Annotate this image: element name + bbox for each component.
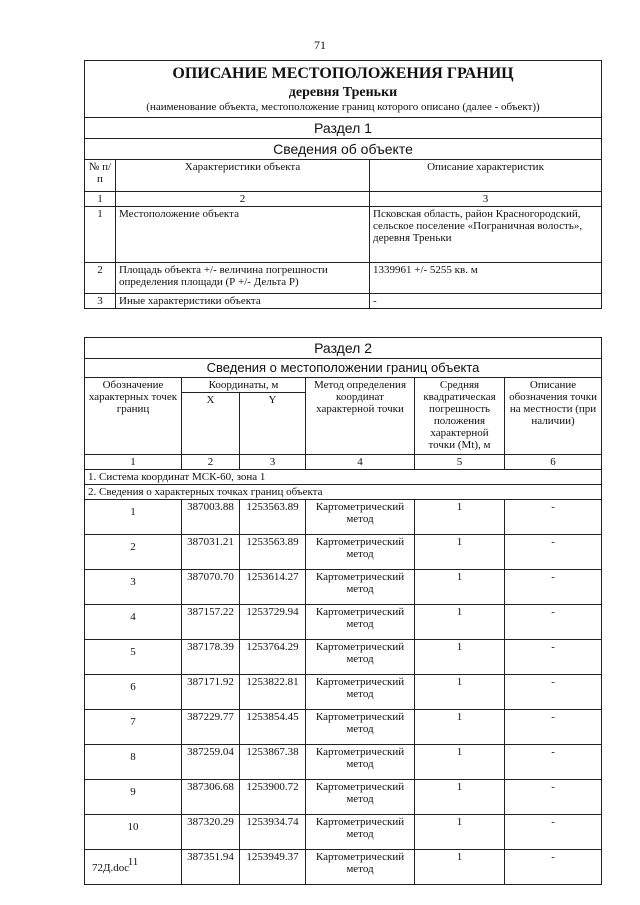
footer-filename: 72Д.doc <box>92 862 130 874</box>
point-y: 1253764.29 <box>240 640 306 675</box>
point-method: Картометрический метод <box>306 500 415 535</box>
section2-title: Сведения о местоположении границ объекта <box>85 359 602 378</box>
point-x: 387003.88 <box>182 500 240 535</box>
point-y: 1253614.27 <box>240 570 306 605</box>
point-mt: 1 <box>415 675 505 710</box>
point-y: 1253822.81 <box>240 675 306 710</box>
col-number-1: 1 <box>85 455 182 470</box>
col-number-3: 3 <box>370 192 602 207</box>
point-method: Картометрический метод <box>306 780 415 815</box>
col-number-1: 1 <box>85 192 116 207</box>
point-mt: 1 <box>415 815 505 850</box>
point-y: 1253949.37 <box>240 850 306 885</box>
table-row <box>85 605 602 640</box>
point-number: 5 <box>85 640 182 675</box>
table-row <box>85 815 602 850</box>
point-description: - <box>505 745 602 780</box>
point-mt: 1 <box>415 570 505 605</box>
point-number: 3 <box>85 570 182 605</box>
point-number: 6 <box>85 675 182 710</box>
point-number: 11 <box>85 850 182 885</box>
section1-sheet <box>84 60 601 309</box>
point-x: 387306.68 <box>182 780 240 815</box>
document-title: ОПИСАНИЕ МЕСТОПОЛОЖЕНИЯ ГРАНИЦ <box>172 65 514 82</box>
point-number: 1 <box>85 500 182 535</box>
point-method: Картометрический метод <box>306 535 415 570</box>
point-description: - <box>505 815 602 850</box>
table-row <box>85 294 602 309</box>
col-number-2: 2 <box>182 455 240 470</box>
row-characteristic: Иные характеристики объекта <box>116 294 370 309</box>
section1-title: Сведения об объекте <box>85 139 602 160</box>
point-y: 1253900.72 <box>240 780 306 815</box>
row-number: 3 <box>85 294 116 309</box>
section2-table <box>84 337 602 885</box>
row-description: 1339961 +/- 5255 кв. м <box>370 263 602 294</box>
points-body <box>85 500 602 885</box>
point-y: 1253934.74 <box>240 815 306 850</box>
col-header-mt: Средняя квадратическая погрешность положения характерной точки (Mt), м <box>415 378 505 455</box>
point-x: 387171.92 <box>182 675 240 710</box>
point-method: Картометрический метод <box>306 675 415 710</box>
section2-sheet <box>84 337 601 885</box>
row-number: 1 <box>85 207 116 263</box>
row-characteristic: Площадь объекта +/- величина погрешности определения площади (Р +/- Дельта Р) <box>116 263 370 294</box>
point-number: 8 <box>85 745 182 780</box>
row-description: - <box>370 294 602 309</box>
table-row <box>85 535 602 570</box>
table-row <box>85 570 602 605</box>
point-x: 387178.39 <box>182 640 240 675</box>
point-x: 387320.29 <box>182 815 240 850</box>
coordinate-system-row: 1. Система координат МСК-60, зона 1 <box>85 470 602 485</box>
point-method: Картометрический метод <box>306 850 415 885</box>
object-subtitle: (наименование объекта, местоположение границ которого описано (далее - объект)) <box>146 101 540 113</box>
point-x: 387070.70 <box>182 570 240 605</box>
point-method: Картометрический метод <box>306 640 415 675</box>
point-mt: 1 <box>415 780 505 815</box>
point-description: - <box>505 850 602 885</box>
point-mt: 1 <box>415 745 505 780</box>
col-number-2: 2 <box>116 192 370 207</box>
table-row <box>85 780 602 815</box>
point-mt: 1 <box>415 850 505 885</box>
col-header-characteristic: Характеристики объекта <box>116 160 370 192</box>
point-mt: 1 <box>415 710 505 745</box>
page-number: 71 <box>314 38 326 52</box>
point-mt: 1 <box>415 535 505 570</box>
col-number-4: 4 <box>306 455 415 470</box>
point-y: 1253729.94 <box>240 605 306 640</box>
table-row <box>85 850 602 885</box>
document-header <box>85 61 602 118</box>
col-header-number: № п/п <box>85 160 116 192</box>
point-number: 4 <box>85 605 182 640</box>
point-number: 9 <box>85 780 182 815</box>
table-row <box>85 710 602 745</box>
point-method: Картометрический метод <box>306 605 415 640</box>
col-header-coords: Координаты, м <box>182 378 306 393</box>
row-characteristic: Местоположение объекта <box>116 207 370 263</box>
point-y: 1253563.89 <box>240 500 306 535</box>
point-y: 1253563.89 <box>240 535 306 570</box>
point-description: - <box>505 605 602 640</box>
point-y: 1253867.38 <box>240 745 306 780</box>
points-heading-row: 2. Сведения о характерных точках границ объекта <box>85 485 602 500</box>
point-number: 2 <box>85 535 182 570</box>
point-method: Картометрический метод <box>306 570 415 605</box>
point-method: Картометрический метод <box>306 815 415 850</box>
point-method: Картометрический метод <box>306 710 415 745</box>
point-description: - <box>505 675 602 710</box>
col-header-point: Обозначение характерных точек границ <box>85 378 182 455</box>
point-mt: 1 <box>415 500 505 535</box>
point-description: - <box>505 570 602 605</box>
col-header-method: Метод определения координат характерной точки <box>306 378 415 455</box>
point-number: 10 <box>85 815 182 850</box>
table-row <box>85 263 602 294</box>
col-number-6: 6 <box>505 455 602 470</box>
col-header-y: Y <box>240 393 306 455</box>
row-number: 2 <box>85 263 116 294</box>
object-name: деревня Треньки <box>288 85 398 100</box>
point-method: Картометрический метод <box>306 745 415 780</box>
col-number-3: 3 <box>240 455 306 470</box>
point-x: 387351.94 <box>182 850 240 885</box>
point-description: - <box>505 780 602 815</box>
table-row <box>85 745 602 780</box>
point-description: - <box>505 640 602 675</box>
col-header-description: Описание характеристик <box>370 160 602 192</box>
table-row <box>85 207 602 263</box>
table-row <box>85 640 602 675</box>
row-description: Псковская область, район Красногородский, сельское поселение «Пограничная волость», деревня Треньки <box>370 207 602 263</box>
point-number: 7 <box>85 710 182 745</box>
table-row <box>85 675 602 710</box>
point-description: - <box>505 500 602 535</box>
point-y: 1253854.45 <box>240 710 306 745</box>
point-mt: 1 <box>415 640 505 675</box>
section2-label: Раздел 2 <box>85 338 602 359</box>
col-number-5: 5 <box>415 455 505 470</box>
point-mt: 1 <box>415 605 505 640</box>
point-x: 387031.21 <box>182 535 240 570</box>
point-x: 387157.22 <box>182 605 240 640</box>
table-row <box>85 500 602 535</box>
point-x: 387229.77 <box>182 710 240 745</box>
col-header-x: X <box>182 393 240 455</box>
col-header-desc: Описание обозначения точки на местности (при наличии) <box>505 378 602 455</box>
point-description: - <box>505 710 602 745</box>
point-x: 387259.04 <box>182 745 240 780</box>
section1-table <box>84 60 602 309</box>
section1-label: Раздел 1 <box>85 118 602 139</box>
point-description: - <box>505 535 602 570</box>
